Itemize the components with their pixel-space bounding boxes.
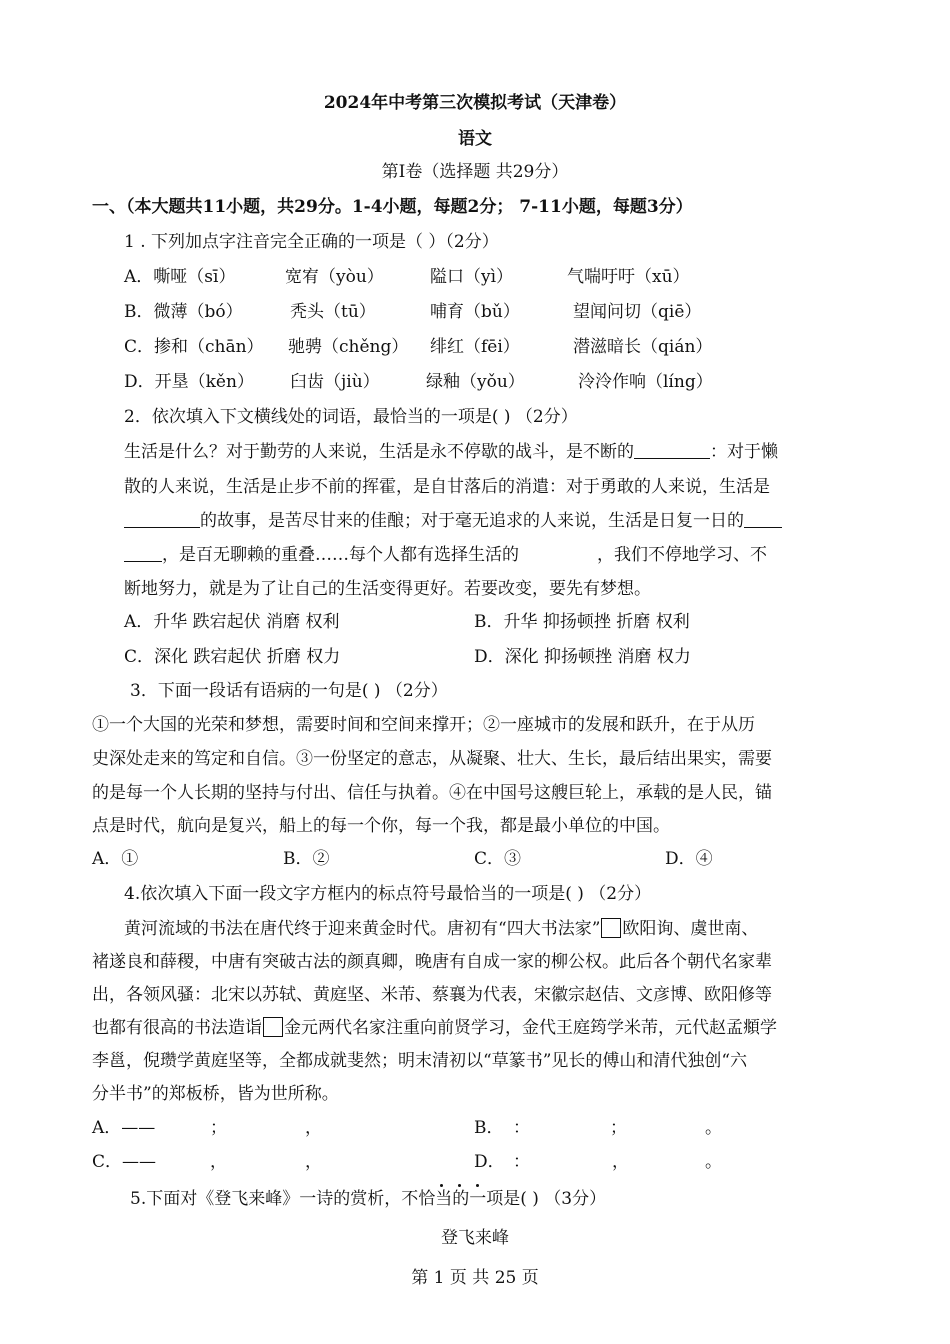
text: 的故事，是苦尽甘来的佳酿；对于毫无追求的人来说，生活是日复一日的: [200, 511, 744, 531]
q3-option-c: C．③: [474, 849, 522, 869]
q3-passage-line: ①一个大国的光荣和梦想，需要时间和空间来撑开；②一座城市的发展和跃升，在于从历: [92, 715, 755, 735]
q4-passage-line: 李邕，倪瓒学黄庭坚等，全都成就斐然；明末清初以“草篆书”见长的傅山和清代独创“六: [92, 1051, 748, 1071]
emphasis-dotted-text: 不恰当: [401, 1189, 453, 1209]
subject-title: 语文: [458, 129, 492, 149]
q4-stem: 4.依次填入下面一段文字方框内的标点符号最恰当的一项是( ) （2分）: [124, 884, 652, 904]
option-part: 望闻问切（qiē）: [573, 302, 702, 322]
q4-passage-line: 褚遂良和薛稷，中唐有突破古法的颜真卿，晚唐有自成一家的柳公权。此后各个朝代名家辈: [92, 952, 772, 972]
poem-title: 登飞来峰: [441, 1228, 509, 1248]
page-footer: 第 1 页 共 25 页: [411, 1268, 539, 1288]
q2-option-b: B．升华 抑扬顿挫 折磨 权利: [474, 612, 690, 632]
option-part: 秃头（tū）: [290, 302, 376, 322]
q3-option-a: A．①: [92, 849, 139, 869]
emphasis-dot: [440, 1184, 443, 1187]
option-part: D．开垦（kěn）: [124, 372, 254, 392]
option-part: C．——: [92, 1152, 157, 1172]
q4-passage-line: 分半书”的郑板桥，皆为世所称。: [92, 1084, 339, 1104]
option-part: A．嘶哑（sī）: [124, 267, 236, 287]
option-part: ，: [305, 1152, 322, 1172]
blank-line: [124, 511, 200, 528]
text: 欧阳询、虞世南、: [622, 919, 759, 939]
text: 的一项是( ) （3分）: [452, 1189, 607, 1209]
option-part: B．微薄（bó）: [124, 302, 243, 322]
q3-option-b: B．②: [283, 849, 330, 869]
exam-title: 2024年中考第三次模拟考试（天津卷）: [323, 93, 627, 113]
blank-line: [744, 511, 782, 528]
blank-line: [634, 442, 710, 459]
q3-passage-line: 点是时代，航向是复兴，船上的每一个你，每一个我，都是最小单位的中国。: [92, 816, 670, 836]
text: 生活是什么？对于勤劳的人来说，生活是永不停歇的战斗，是不断的: [124, 442, 634, 462]
q2-option-d: D．深化 抑扬顿挫 消磨 权力: [474, 647, 691, 667]
text: ：对于懒: [710, 442, 778, 462]
q4-passage-line: [92, 1017, 777, 1039]
option-part: 泠泠作响（líng）: [578, 372, 713, 392]
text: 也都有很高的书法造诣: [92, 1018, 262, 1038]
option-part: 绿釉（yǒu）: [426, 372, 525, 392]
punctuation-box: [263, 1017, 283, 1037]
option-part: 气喘吁吁（xū）: [567, 267, 690, 287]
section-heading: 一、（本大题共11小题，共29分。1-4小题，每题2分； 7-11小题，每题3分）: [92, 197, 693, 217]
q4-passage-line: [124, 918, 758, 940]
q3-passage-line: 史深处走来的笃定和自信。③一份坚定的意志，从凝聚、壮大、生长，最后结出果实，需要: [92, 749, 772, 769]
q3-stem: 3．下面一段话有语病的一句是( ) （2分）: [130, 681, 448, 701]
q2-passage-line: 断地努力，就是为了让自己的生活变得更好。若要改变，要先有梦想。: [124, 579, 651, 599]
text: 黄河流域的书法在唐代终于迎来黄金时代。唐初有“四大书法家”: [124, 919, 601, 939]
emphasis-dot: [458, 1184, 461, 1187]
option-part: ；: [210, 1118, 227, 1138]
option-part: ，: [210, 1152, 227, 1172]
option-part: ：: [513, 1118, 530, 1138]
option-part: 臼齿（jiù）: [290, 372, 380, 392]
q3-option-d: D．④: [665, 849, 713, 869]
option-part: 潜滋暗长（qián）: [573, 337, 713, 357]
option-part: 隘口（yì）: [430, 267, 514, 287]
text: 金元两代名家注重向前贤学习，金代王庭筠学米芾，元代赵孟頫学: [284, 1018, 777, 1038]
punctuation-box: [601, 918, 621, 938]
q3-passage-line: 的是每一个人长期的坚持与付出、信任与执着。④在中国号这艘巨轮上，承载的是人民，锚: [92, 783, 772, 803]
option-part: B．: [474, 1118, 504, 1138]
q2-option-c: C．深化 跌宕起伏 折磨 权力: [124, 647, 341, 667]
q2-passage-line: [124, 544, 767, 566]
option-part: ，: [305, 1118, 322, 1138]
text: 5.下面对《登飞来峰》一诗的赏析，: [130, 1189, 402, 1209]
q2-passage-line: 散的人来说，生活是止步不前的挥霍，是自甘落后的消遣：对于勇敢的人来说，生活是: [124, 477, 770, 497]
option-part: A．——: [92, 1118, 156, 1138]
option-part: ：: [513, 1152, 530, 1172]
option-part: 绯红（fēi）: [430, 337, 520, 357]
q1-stem: 1 . 下列加点字注音完全正确的一项是（ ）（2分）: [124, 232, 499, 252]
blank-line: [124, 545, 162, 562]
option-part: 哺育（bǔ）: [430, 302, 520, 322]
q2-passage-line: [124, 441, 778, 463]
option-part: 驰骋（chěng）: [288, 337, 409, 357]
text: ，是百无聊赖的重叠……每个人都有选择生活的: [162, 545, 519, 565]
part-title: 第Ⅰ卷（选择题 共29分）: [381, 162, 569, 182]
q5-stem: [130, 1188, 606, 1210]
emphasis-dot: [476, 1184, 479, 1187]
q4-passage-line: 出，各领风骚：北宋以苏轼、黄庭坚、米芾、蔡襄为代表，宋徽宗赵佶、文彦博、欧阳修等: [92, 985, 772, 1005]
q2-option-a: A．升华 跌宕起伏 消磨 权利: [124, 612, 340, 632]
option-part: D．: [474, 1152, 505, 1172]
q2-passage-line: [124, 510, 782, 532]
option-part: ，: [612, 1152, 629, 1172]
option-part: C．掺和（chān）: [124, 337, 264, 357]
q2-stem: 2．依次填入下文横线处的词语，最恰当的一项是( ) （2分）: [124, 407, 578, 427]
option-part: 宽宥（yòu）: [285, 267, 384, 287]
option-part: 。: [705, 1152, 722, 1172]
option-part: ；: [610, 1118, 627, 1138]
text: ，我们不停地学习、不: [597, 545, 767, 565]
option-part: 。: [705, 1118, 722, 1138]
